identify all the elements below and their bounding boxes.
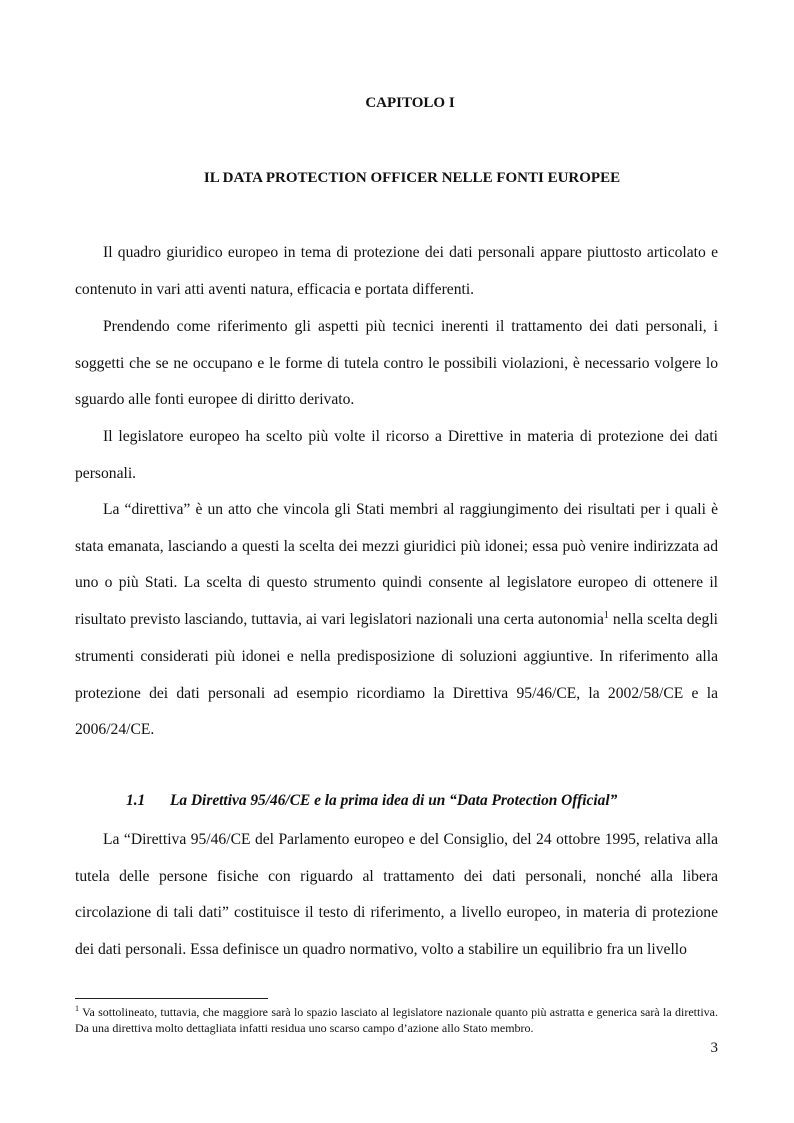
page-number: 3 (710, 1040, 718, 1056)
section-heading (126, 792, 617, 810)
paragraph-text: La “direttiva” è un atto che vincola gli Stati membri al raggiungimento dei risultati per i quali è stata emanata, lasciando a questi la scelta dei mezzi giuridici più idonei; essa può venire indirizzata ad uno o più Stati. La scelta di questo strumento quindi consente al legislatore europeo di ottenere il risultato previsto lasciando, tuttavia, ai vari legislatori nazionali una certa autonomia (75, 501, 718, 629)
paragraph-3-block (75, 419, 718, 492)
paragraph: La “Direttiva 95/46/CE del Parlamento europeo e del Consiglio, del 24 ottobre 1995, relativa alla tutela delle persone fisiche con riguardo al trattamento dei dati personali, nonché alla libera circolazione di tali dati” costituisce il testo di riferimento, a livello europeo, in materia di protezione dei dati personali. Essa definisce un quadro normativo, volto a stabilire un equilibrio fra un livello (75, 831, 718, 959)
chapter-heading: CAPITOLO I (365, 95, 455, 111)
footnote-divider (75, 998, 268, 999)
footnote-text: Va sottolineato, tuttavia, che maggiore sarà lo spazio lasciato al legislatore nazionale quanto più astratta e generica sarà la direttiva. Da una direttiva molto dettagliata infatti residua uno scarso campo d’azione allo Stato membro. (75, 1005, 718, 1035)
section-title: La Direttiva 95/46/CE e la prima idea di un “Data Protection Official” (170, 792, 618, 809)
paragraph (75, 492, 718, 749)
paragraph-5-block (75, 822, 718, 969)
paragraph-2-block (75, 309, 718, 419)
paragraph-4-block (75, 492, 718, 749)
footnote (75, 1004, 718, 1036)
paragraph-text: nella scelta degli strumenti considerati più idonei e nella predisposizione di soluzioni aggiuntive. In riferimento alla protezione dei dati personali ad esempio ricordiamo la Direttiva 95/46/CE, la 2002/58/CE e la 2006/24/CE. (75, 611, 718, 739)
paragraph: Il quadro giuridico europeo in tema di protezione dei dati personali appare piuttosto articolato e contenuto in vari atti aventi natura, efficacia e portata differenti. (75, 244, 718, 298)
footnote-reference[interactable]: 1 (603, 609, 609, 621)
paragraph-1-block (75, 235, 718, 308)
footnote-marker: 1 (75, 1004, 79, 1013)
paragraph: Il legislatore europeo ha scelto più volte il ricorso a Direttive in materia di protezione dei dati personali. (75, 428, 718, 482)
section-number: 1.1 (126, 792, 146, 809)
paragraph: Prendendo come riferimento gli aspetti più tecnici inerenti il trattamento dei dati personali, i soggetti che se ne occupano e le forme di tutela contro le possibili violazioni, è necessario volgere lo sguardo alle fonti europee di diritto derivato. (75, 318, 718, 409)
chapter-title: IL DATA PROTECTION OFFICER NELLE FONTI EUROPEE (203, 170, 621, 186)
